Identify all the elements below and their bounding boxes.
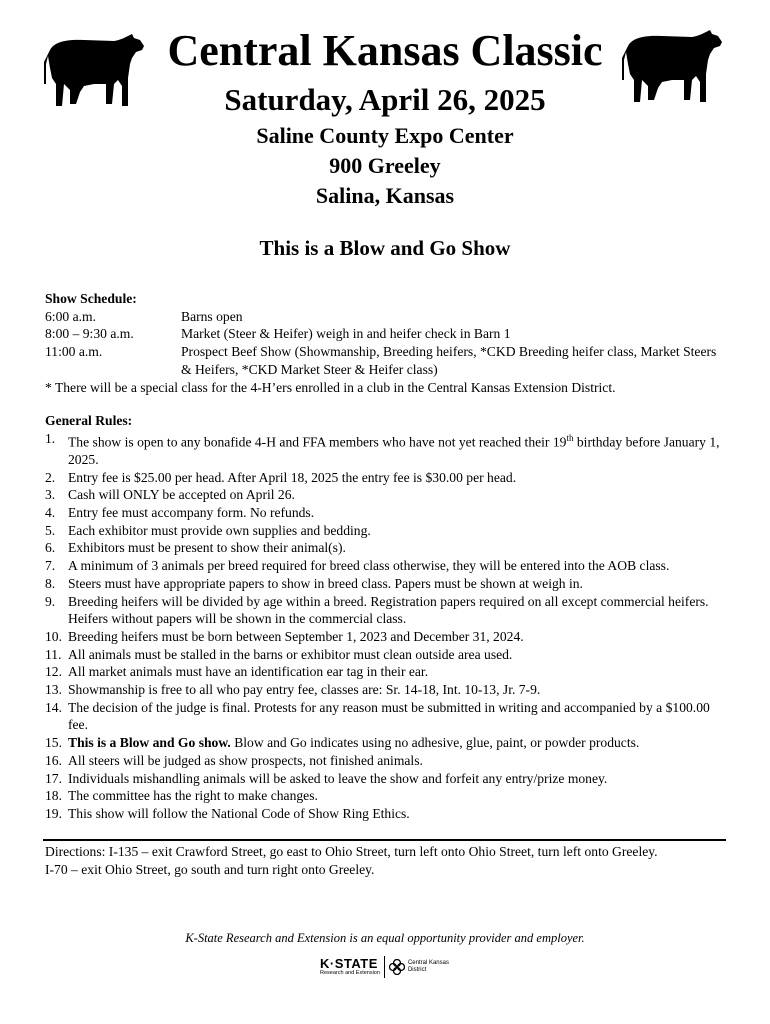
schedule-row bbox=[45, 343, 725, 378]
rule-number: 6. bbox=[45, 540, 56, 556]
logo-divider bbox=[384, 956, 385, 978]
rule-text: Entry fee is $25.00 per head. After April 18, 2025 the entry fee is $30.00 per head. bbox=[68, 469, 517, 485]
rule-text: Showmanship is free to all who pay entry fee, classes are: Sr. 14-18, Int. 10-13, Jr. 7-9. bbox=[68, 682, 541, 698]
rule-text: All steers will be judged as show prospects, not finished animals. bbox=[68, 752, 423, 768]
directions-line: I-70 – exit Ohio Street, go south and turn right onto Greeley. bbox=[45, 861, 375, 877]
rule-text: Exhibitors must be present to show their animal(s). bbox=[68, 540, 346, 556]
rule-number: 18. bbox=[45, 788, 62, 804]
rule-text: Breeding heifers will be divided by age within a breed. Registration papers required on all except commercial heifers. Heifers without papers will be shown in the commercial class. bbox=[68, 593, 709, 627]
rule-text bbox=[68, 430, 725, 469]
rule-number: 4. bbox=[45, 505, 56, 521]
district-name bbox=[408, 960, 449, 975]
rule-item bbox=[45, 787, 725, 805]
rule-item bbox=[45, 805, 725, 823]
rule-item bbox=[45, 486, 725, 504]
rule-item bbox=[45, 430, 725, 469]
rule-number: 7. bbox=[45, 558, 56, 574]
schedule-note: * There will be a special class for the 4-H’ers enrolled in a club in the Central Kansas Extension District. bbox=[45, 379, 616, 395]
rule-number: 17. bbox=[45, 770, 62, 786]
venue-address bbox=[0, 121, 770, 211]
district-line: Central Kansas bbox=[407, 959, 449, 966]
rule-item bbox=[45, 504, 725, 522]
rule-text-part: Blow and Go indicates using no adhesive, glue, paint, or powder products. bbox=[230, 735, 640, 751]
rule-text: Entry fee must accompany form. No refunds. bbox=[68, 505, 315, 521]
schedule-desc: Market (Steer & Heifer) weigh in and heifer check in Barn 1 bbox=[181, 326, 511, 342]
rule-item bbox=[45, 663, 725, 681]
rule-number: 13. bbox=[45, 682, 62, 698]
rule-text: All market animals must have an identification ear tag in their ear. bbox=[68, 664, 429, 680]
schedule-desc: Barns open bbox=[181, 308, 243, 324]
rule-text: The decision of the judge is final. Protests for any reason must be submitted in writing and accompanied by a $100.00 fee. bbox=[68, 699, 710, 733]
rule-number: 19. bbox=[45, 806, 62, 821]
rule-number: 8. bbox=[45, 575, 56, 591]
rule-superscript: th bbox=[566, 432, 574, 443]
rule-number: 15. bbox=[45, 735, 62, 751]
rule-text: A minimum of 3 animals per breed required for breed class otherwise, they will be entered into the AOB class. bbox=[68, 558, 670, 574]
general-rules bbox=[45, 412, 725, 823]
section-divider bbox=[43, 839, 726, 841]
rule-number: 14. bbox=[45, 699, 62, 715]
rule-number: 10. bbox=[45, 628, 62, 644]
schedule-time: 6:00 a.m. bbox=[45, 308, 96, 324]
rule-item bbox=[45, 681, 725, 699]
rule-text: Individuals mishandling animals will be asked to leave the show and forfeit any entry/prize money. bbox=[68, 770, 608, 786]
district-line: District bbox=[407, 967, 427, 973]
schedule-row bbox=[45, 325, 725, 343]
schedule-desc: Prospect Beef Show (Showmanship, Breeding heifers, *CKD Breeding heifer class, Market Steers & Heifers, *CKD Market Steer & Heifer class) bbox=[181, 344, 717, 377]
kstate-wordmark bbox=[320, 957, 380, 977]
rule-item bbox=[45, 557, 725, 575]
rule-item bbox=[45, 752, 725, 770]
rule-item bbox=[45, 699, 725, 734]
rule-item bbox=[45, 575, 725, 593]
rule-number: 2. bbox=[45, 469, 56, 485]
schedule-time: 8:00 – 9:30 a.m. bbox=[45, 326, 134, 342]
show-type-heading: This is a Blow and Go Show bbox=[259, 236, 511, 260]
rule-number: 3. bbox=[45, 487, 56, 503]
rule-text: This show will follow the National Code of Show Ring Ethics. bbox=[68, 806, 410, 821]
venue-line: Salina, Kansas bbox=[315, 183, 455, 208]
schedule-row bbox=[45, 308, 725, 326]
rule-number: 1. bbox=[45, 430, 56, 446]
rule-text bbox=[68, 734, 725, 752]
rule-text-part: The show is open to any bonafide 4-H and FFA members who have not yet reached their 19 bbox=[68, 434, 567, 450]
directions-line: Directions: I-135 – exit Crawford Street, go east to Ohio Street, turn left onto Ohio Street, turn left onto Greeley. bbox=[45, 844, 658, 859]
rule-text-part: birthday before January 1, 2025. bbox=[68, 434, 720, 467]
kstate-logo-subtext: Research and Extension bbox=[320, 970, 380, 976]
rule-item bbox=[45, 646, 725, 664]
rule-number: 11. bbox=[45, 646, 62, 662]
show-schedule bbox=[45, 290, 725, 396]
rule-number: 5. bbox=[45, 522, 56, 538]
rule-text: Each exhibitor must provide own supplies and bedding. bbox=[68, 522, 371, 538]
kstate-logo bbox=[320, 956, 449, 978]
rule-item bbox=[45, 522, 725, 540]
schedule-title: Show Schedule: bbox=[45, 291, 137, 306]
rule-item bbox=[45, 593, 725, 628]
venue-line: Saline County Expo Center bbox=[256, 123, 514, 148]
directions bbox=[45, 843, 725, 878]
rule-item bbox=[45, 539, 725, 557]
rule-text: Cash will ONLY be accepted on April 26. bbox=[68, 487, 295, 503]
venue-line: 900 Greeley bbox=[329, 153, 441, 178]
kstate-logo-text: K·STATE bbox=[320, 956, 378, 971]
event-date: Saturday, April 26, 2025 bbox=[224, 82, 546, 117]
rule-number: 12. bbox=[45, 664, 62, 680]
rules-title: General Rules: bbox=[45, 413, 133, 428]
rule-text: All animals must be stalled in the barns or exhibitor must clean outside area used. bbox=[68, 646, 513, 662]
rule-item bbox=[45, 770, 725, 788]
4h-clover-icon bbox=[389, 959, 405, 975]
rule-item bbox=[45, 469, 725, 487]
rule-item bbox=[45, 628, 725, 646]
rule-text: Steers must have appropriate papers to show in breed class. Papers must be shown at weigh in. bbox=[68, 575, 583, 591]
equal-opportunity-statement: K-State Research and Extension is an equal opportunity provider and employer. bbox=[185, 931, 585, 945]
rule-item bbox=[45, 734, 725, 752]
rule-text: Breeding heifers must be born between September 1, 2023 and December 31, 2024. bbox=[68, 628, 524, 644]
rule-number: 9. bbox=[45, 593, 56, 609]
page-title: Central Kansas Classic bbox=[167, 26, 603, 75]
rule-text: The committee has the right to make changes. bbox=[68, 788, 318, 804]
schedule-time: 11:00 a.m. bbox=[45, 344, 103, 360]
rule-number: 16. bbox=[45, 752, 62, 768]
rule-bold-text: This is a Blow and Go show. bbox=[68, 735, 231, 751]
